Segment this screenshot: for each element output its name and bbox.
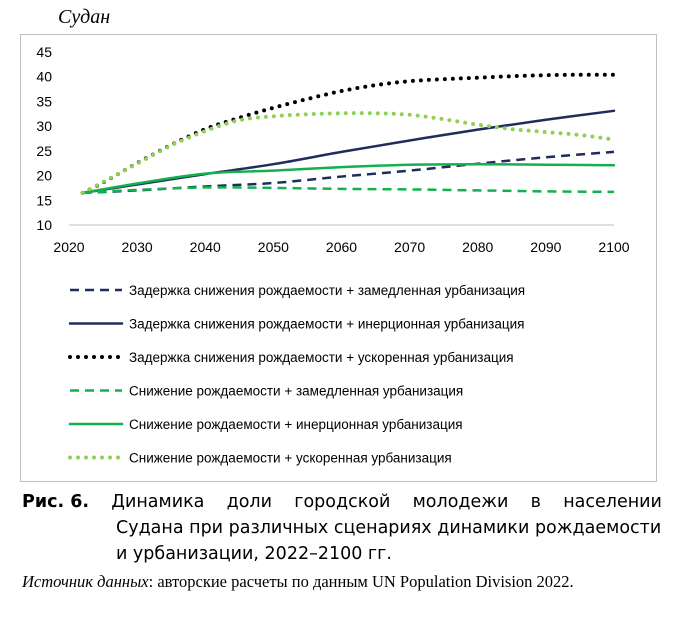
y-tick-label: 40 [36, 68, 52, 85]
y-tick-label: 20 [36, 167, 52, 184]
y-tick-label: 45 [36, 44, 52, 60]
source-text: : авторские расчеты по данным UN Population Division 2022. [148, 572, 574, 591]
legend-label: Снижение рождаемости + инерционная урбанизация [129, 417, 463, 432]
legend-label: Снижение рождаемости + ускоренная урбанизация [129, 450, 452, 466]
legend-label: Задержка снижения рождаемости + замедленная урбанизация [129, 283, 526, 298]
y-tick-label: 30 [36, 118, 52, 135]
caption-first-line [22, 489, 662, 515]
x-tick-label: 2100 [598, 239, 630, 255]
x-tick-label: 2070 [394, 239, 426, 255]
y-tick-label: 25 [36, 142, 52, 159]
legend-label: Задержка снижения рождаемости + инерционная урбанизация [129, 316, 525, 332]
x-tick-label: 2060 [325, 239, 358, 255]
series-line-1 [83, 152, 614, 193]
series-line-3 [83, 75, 614, 193]
caption-word: молодежи [412, 492, 509, 512]
x-tick-label: 2050 [257, 239, 289, 255]
caption-text-rest: Судана при различных сценариях динамики рождаемости и урбанизации, 2022–2100 гг. [116, 518, 662, 564]
caption-word: Динамика [111, 492, 205, 512]
x-tick-label: 2090 [530, 239, 562, 255]
chart-title: Судан [58, 6, 111, 28]
caption-word: городской [294, 492, 391, 512]
x-tick-label: 2020 [53, 239, 85, 255]
legend [70, 283, 525, 466]
y-tick-label: 35 [36, 93, 52, 110]
plot-area [83, 75, 614, 193]
y-tick-label: 10 [36, 217, 52, 233]
legend-label: Снижение рождаемости + замедленная урбанизация [129, 383, 464, 399]
caption-word: в [530, 492, 541, 512]
source-label: Источник данных [22, 572, 149, 591]
figure-label: Рис. 6. [22, 492, 90, 512]
caption-word: доли [226, 492, 272, 512]
y-tick-label: 15 [36, 192, 52, 209]
source-note [22, 572, 662, 592]
x-tick-label: 2080 [462, 239, 494, 255]
legend-label: Задержка снижения рождаемости + ускоренная урбанизация [129, 350, 514, 365]
x-tick-label: 2040 [189, 239, 221, 255]
figure-caption [22, 489, 662, 567]
caption-word: населении [563, 492, 662, 512]
x-tick-label: 2030 [121, 239, 153, 255]
